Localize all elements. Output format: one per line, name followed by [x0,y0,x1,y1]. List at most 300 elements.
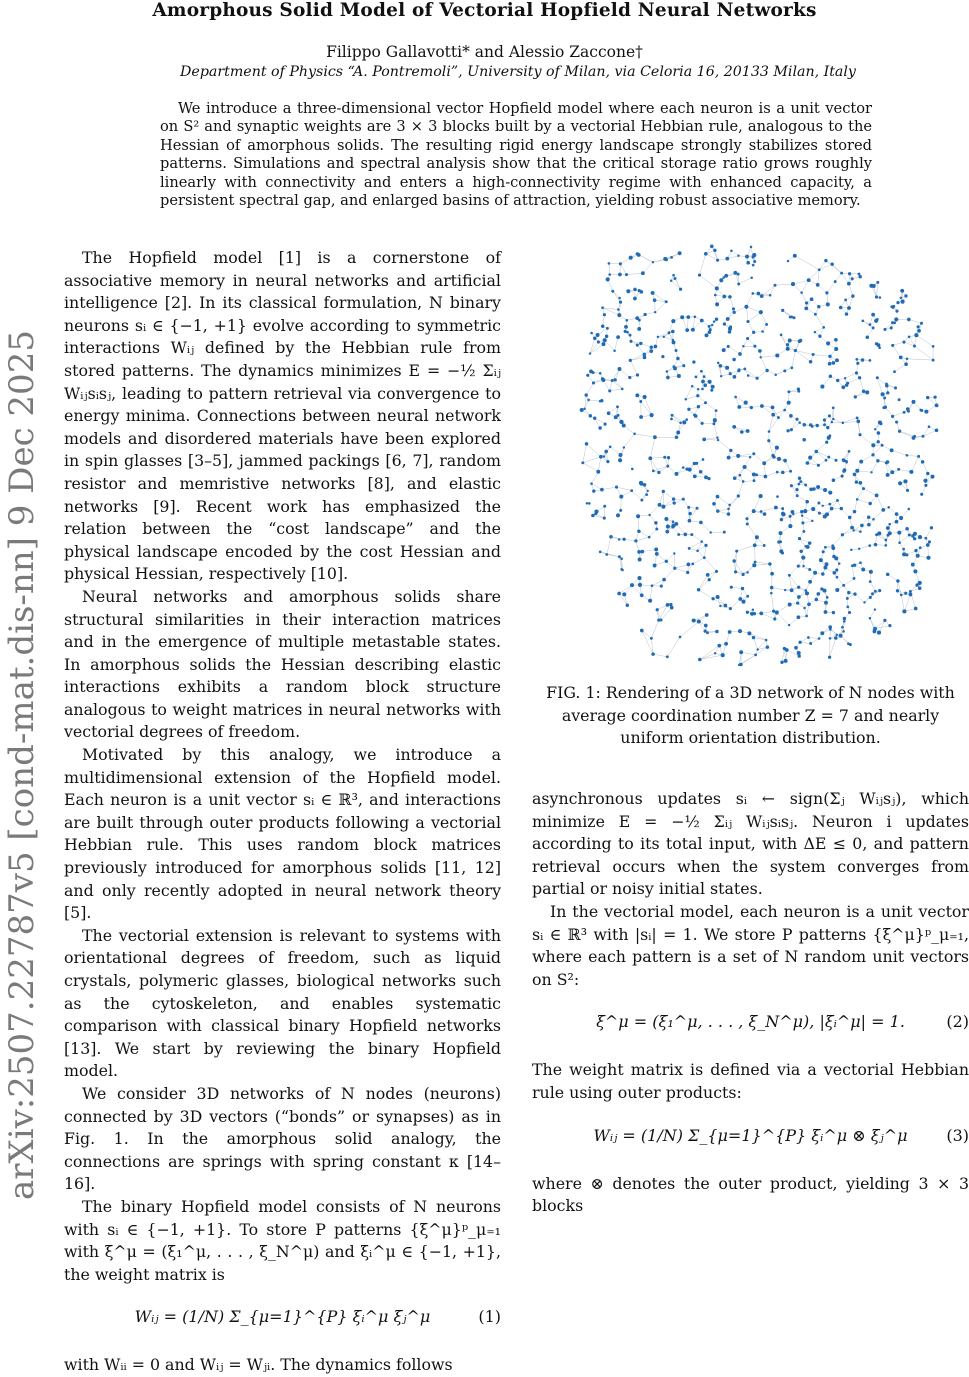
network-node [588,502,591,505]
network-nodes [580,244,939,666]
network-node [863,601,865,603]
network-node [717,362,719,364]
network-node [851,294,854,297]
network-node [734,396,737,399]
network-node [890,470,894,474]
network-node [841,475,844,478]
network-node [602,342,606,346]
network-node [750,406,753,409]
network-node [703,556,706,559]
left-para-1: The Hopfield model [1] is a cornerstone of associative memory in neural networks and artificial intelligence [2]. In its classical formulation, N binary neurons sᵢ ∈ {−1, +1} evolve according to symmetric interactions Wᵢⱼ defined by the Hebbian rule from stored patterns. The dynamics minimizes E = −½ Σᵢⱼ Wᵢⱼsᵢsⱼ, leading to pattern retrieval via convergence to energy minima. Connections between neural network models and disordered materials have been explored in spin glasses [3–5], jammed packings [6, 7], random resistor and memristive networks [8], and elastic networks [9]. Recent work has emphasized the relation between the “cost landscape” and the physical landscape encoded by the cost Hessian and physical Hessian, respectively [10]. [64,247,501,586]
network-node [596,333,600,337]
network-node [631,468,634,471]
network-node [715,570,718,573]
network-node [715,286,719,290]
network-node [856,420,860,424]
network-node [727,456,731,460]
network-node [695,376,698,379]
network-node [626,289,630,293]
network-node [596,470,600,474]
network-node [670,256,673,259]
right-para-4: where ⊗ denotes the outer product, yielding 3 × 3 blocks [532,1173,969,1218]
network-node [838,562,841,565]
network-node [606,327,609,330]
network-node [855,358,858,361]
network-node [737,494,740,497]
network-node [869,323,872,326]
network-node [686,562,690,566]
network-node [775,446,779,450]
network-node [623,446,625,448]
network-node [599,551,602,554]
network-node [881,392,885,396]
network-node [708,578,711,581]
equation-2-number: (2) [946,1011,969,1034]
network-node [638,558,642,562]
network-node [781,551,784,554]
network-node [919,546,922,549]
network-node [669,603,672,606]
network-node [734,570,737,573]
network-node [609,445,612,448]
network-node [874,543,878,547]
network-node [809,423,812,426]
network-node [722,348,726,352]
network-node [886,473,890,477]
network-node [587,399,590,402]
network-node [859,530,862,533]
network-node [805,591,809,595]
network-node [750,276,753,279]
network-node [917,329,921,333]
network-node [694,315,697,318]
network-node [712,422,715,425]
network-node [600,488,604,492]
network-node [742,345,744,347]
network-node [912,400,916,404]
network-node [860,524,864,528]
network-node [902,548,905,551]
network-node [654,311,656,313]
network-node [687,506,690,509]
network-node [746,429,750,433]
right-para-1: asynchronous updates sᵢ ← sign(Σⱼ Wᵢⱼsⱼ), which minimize E = −½ Σᵢⱼ Wᵢⱼsᵢsⱼ. Neuron i updates according to its total input, with ΔE ≤ 0, and pattern retrieval occurs when the system converges from partial or noisy initial states. [532,788,969,901]
network-node [920,409,923,412]
network-node [788,524,792,528]
network-node [730,249,733,252]
network-node [672,497,675,500]
network-node [781,309,784,312]
network-node [711,324,713,326]
network-node [812,487,816,491]
network-node [656,608,659,611]
network-node [808,541,811,544]
network-node [781,507,784,510]
network-node [888,523,891,526]
abstract [160,100,872,210]
network-node [790,588,794,592]
network-node [741,600,745,604]
network-node [750,246,753,249]
network-node [580,408,584,412]
network-node [874,319,878,323]
network-node [831,544,834,547]
network-node [895,512,899,516]
network-node [897,468,900,471]
network-node [619,495,623,499]
network-node [740,430,744,434]
network-node [647,490,649,492]
network-node [654,547,658,551]
network-node [671,525,674,528]
network-node [614,378,617,381]
equation-1 [64,1296,501,1342]
network-node [661,355,664,358]
network-node [629,256,633,260]
network-node [920,322,923,325]
network-node [670,418,673,421]
network-node [771,413,775,417]
network-node [701,380,705,384]
network-node [913,537,916,540]
network-node [829,637,832,640]
network-node [847,306,851,310]
network-node [828,355,831,358]
network-node [772,455,775,458]
network-node [654,521,657,524]
network-node [820,385,824,389]
network-node [655,552,659,556]
network-node [661,505,665,509]
network-node [832,555,836,559]
network-node [828,656,831,659]
network-node [874,428,876,430]
network-node [755,535,759,539]
network-node [797,565,800,568]
network-node [856,416,859,419]
network-node [873,630,876,633]
network-node [640,629,644,633]
network-node [724,642,728,646]
network-node [876,281,879,284]
network-node [752,472,756,476]
network-node [832,407,835,410]
network-node [600,399,603,402]
network-node [833,571,837,575]
network-node [743,367,746,370]
network-node [914,607,918,611]
network-node [848,516,852,520]
network-node [637,253,641,257]
network-node [743,465,747,469]
network-node [800,291,803,294]
network-node [688,547,691,550]
network-node [723,322,726,325]
network-node [839,306,843,310]
network-node [685,328,689,332]
network-node [828,362,832,366]
network-node [692,618,696,622]
network-node [904,362,908,366]
network-node [676,357,680,361]
network-node [650,637,653,640]
network-node [603,313,606,316]
network-node [617,592,621,596]
network-node [859,460,863,464]
network-node [908,533,911,536]
network-node [671,414,674,417]
network-node [664,517,668,521]
network-node [619,300,622,303]
network-node [583,408,585,410]
network-node [829,628,832,631]
network-node [798,421,801,424]
network-node [746,261,750,265]
network-node [679,422,682,425]
network-node [673,567,676,570]
network-node [800,510,803,513]
network-node [817,464,820,467]
network-node [853,577,856,580]
network-node [759,611,763,615]
network-node [711,385,715,389]
network-node [809,360,813,364]
network-node [597,340,600,343]
network-node [624,330,627,333]
network-node [618,538,620,540]
network-node [752,636,755,639]
network-node [774,284,777,287]
network-node [909,470,913,474]
network-node [871,443,875,447]
network-node [637,529,641,533]
network-node [586,502,588,504]
network-node [672,274,675,277]
network-node [753,543,757,547]
network-node [835,634,837,636]
network-node [853,473,857,477]
network-node [643,313,646,316]
network-node [615,486,618,489]
network-node [715,302,719,306]
network-node [634,539,637,542]
network-node [931,475,935,479]
network-node [648,599,652,603]
network-node [866,336,870,340]
network-node [730,586,733,589]
network-node [823,418,826,421]
network-node [667,456,670,459]
network-node [777,457,781,461]
network-node [823,488,827,492]
network-node [891,344,894,347]
network-node [761,330,764,333]
network-node [887,534,890,537]
network-node [845,460,848,463]
network-node [746,523,749,526]
network-node [898,541,901,544]
network-node [753,260,756,263]
network-node [779,531,783,535]
network-node [886,526,890,530]
network-node [699,521,703,525]
network-node [606,277,610,281]
network-node [622,538,625,541]
network-node [652,470,655,473]
network-node [900,594,903,597]
network-node [853,529,855,531]
network-node [765,639,768,642]
network-node [805,615,808,618]
network-node [900,289,904,293]
network-node [871,453,874,456]
network-node [881,508,885,512]
network-node [716,436,718,438]
network-node [733,311,736,314]
network-node [859,561,862,564]
network-node [619,420,623,424]
network-node [603,505,606,508]
network-node [861,568,865,572]
network-node [599,372,602,375]
network-node [616,405,619,408]
network-node [733,476,737,480]
network-node [663,456,666,459]
network-node [735,550,738,553]
network-node [590,332,593,335]
network-node [923,479,927,483]
network-node [875,494,879,498]
network-node [637,576,641,580]
network-node [846,382,849,385]
network-node [775,353,779,357]
network-node [673,501,676,504]
network-node [652,261,654,263]
network-node [862,389,866,393]
network-node [824,546,827,549]
network-node [825,459,828,462]
network-node [783,647,786,650]
network-node [738,629,742,633]
network-node [790,428,793,431]
network-node [706,631,709,634]
network-node [696,507,699,510]
network-node [882,406,885,409]
network-node [609,535,613,539]
left-column [64,247,501,1377]
network-node [818,335,821,338]
network-node [783,409,786,412]
network-node [666,603,670,607]
author-list: Filippo Gallavotti* and Alessio Zaccone† [0,43,969,61]
network-node [899,516,903,520]
network-node [824,601,828,605]
network-node [657,471,660,474]
network-node [841,385,845,389]
network-node [757,292,761,296]
network-node [805,301,808,304]
network-node [811,507,815,511]
network-node [898,398,901,401]
network-node [855,480,858,483]
network-node [826,341,830,345]
network-node [717,439,719,441]
network-node [895,520,899,524]
network-node [781,471,785,475]
network-node [821,572,825,576]
network-node [719,364,723,368]
network-node [865,390,869,394]
network-node [798,483,801,486]
network-node [840,507,843,510]
network-node [715,318,718,321]
network-node [823,566,827,570]
network-node [636,514,640,518]
network-node [807,636,810,639]
network-node [717,644,721,648]
network-node [706,573,710,577]
network-node [901,300,905,304]
network-node [796,494,799,497]
network-node [608,273,611,276]
network-node [848,611,851,614]
network-node [893,370,896,373]
network-node [775,610,779,614]
network-node [786,429,789,432]
network-node [808,580,812,584]
network-node [776,471,779,474]
network-node [636,373,639,376]
network-figure [530,236,969,676]
network-node [637,327,641,331]
network-node [814,313,817,316]
network-node [618,453,622,457]
network-node [674,522,678,526]
network-node [605,553,608,556]
network-node [780,334,783,337]
network-node [752,452,755,455]
network-node [891,415,894,418]
network-node [668,331,671,334]
network-node [729,372,732,375]
network-node [869,570,873,574]
network-node [686,571,689,574]
network-node [894,386,897,389]
network-node [709,531,711,533]
network-node [920,493,923,496]
network-node [745,255,749,259]
network-node [878,346,881,349]
left-para-6: The binary Hopfield model consists of N neurons with sᵢ ∈ {−1, +1}. To store P patterns {ξ^μ}ᵖ_μ₌₁ with ξ^μ = (ξ₁^μ, . . . , ξ_N^μ) and ξᵢ^μ ∈ {−1, +1}, the weight matrix is [64,1196,501,1286]
network-node [739,474,742,477]
network-node [771,406,775,410]
network-node [713,249,716,252]
equation-2 [532,1001,969,1047]
network-node [639,415,643,419]
network-node [777,416,780,419]
network-node [846,597,849,600]
network-node [640,499,643,502]
network-node [828,414,831,417]
network-node [617,308,620,311]
network-node [746,320,749,323]
network-node [714,294,717,297]
network-node [881,444,884,447]
network-node [835,588,839,592]
network-node [858,275,861,278]
network-node [638,289,641,292]
network-node [618,367,622,371]
